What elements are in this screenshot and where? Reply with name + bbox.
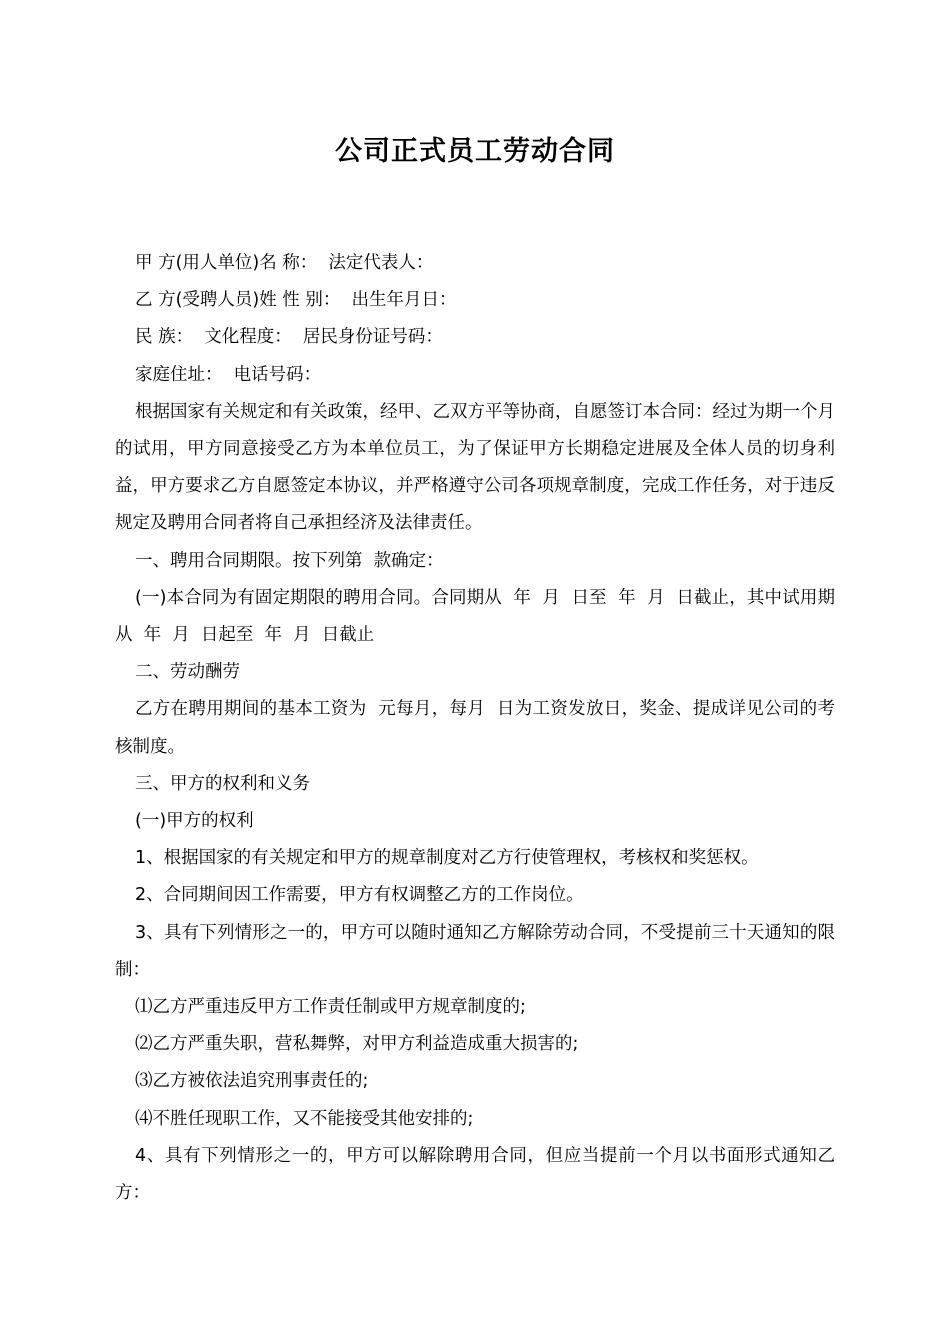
section-1-clause-1: (一)本合同为有固定期限的聘用合同。合同期从 年 月 日至 年 月 日截止，其中试用期从 年 月 日起至 年 月 日截止 <box>115 587 835 646</box>
rights-item-3: 3、具有下列情形之一的，甲方可以随时通知乙方解除劳动合同，不受提前三十天通知的限制： <box>115 922 835 980</box>
document-body <box>115 245 835 1212</box>
section-3-subheading-rights: (一)甲方的权利 <box>135 811 254 832</box>
preamble-paragraph: 根据国家有关规定和有关政策，经甲、乙双方平等协商，自愿签订本合同：经过为期一个月的试用，甲方同意接受乙方为本单位员工，为了保证甲方长期稳定进展及全体人员的切身利益，甲方要求乙方自愿签定本协议，并严格遵守公司各项规章制度，完成工作任务，对于违反规定及聘用合同者将自己承担经济及法律责任。 <box>115 401 835 534</box>
rights-item-3-sub-3: ⑶乙方被依法追究刑事责任的; <box>135 1071 369 1092</box>
section-2-heading: 二、劳动酬劳 <box>135 662 240 683</box>
rights-item-3-sub-4: ⑷不胜任现职工作，又不能接受其他安排的; <box>135 1108 474 1129</box>
section-3-heading: 三、甲方的权利和义务 <box>135 773 310 794</box>
rights-item-3-sub-2: ⑵乙方严重失职，营私舞弊，对甲方利益造成重大损害的; <box>135 1034 579 1055</box>
party-b-ethnicity-education: 民 族： 文化程度： 居民身份证号码： <box>135 327 443 348</box>
section-1-heading: 一、聘用合同期限。按下列第 款确定： <box>135 550 444 571</box>
party-b-address-phone: 家庭住址： 电话号码： <box>135 364 322 385</box>
party-a-info: 甲 方(用人单位)名 称： 法定代表人： <box>135 253 434 273</box>
rights-item-3-sub-1: ⑴乙方严重违反甲方工作责任制或甲方规章制度的; <box>135 997 526 1018</box>
rights-item-2: 2、合同期间因工作需要，甲方有权调整乙方的工作岗位。 <box>135 885 584 906</box>
rights-item-1: 1、根据国家的有关规定和甲方的规章制度对乙方行使管理权，考核权和奖惩权。 <box>135 848 759 869</box>
section-2-salary: 乙方在聘用期间的基本工资为 元每月，每月 日为工资发放日，奖金、提成详见公司的考核制度。 <box>115 699 835 757</box>
document-title: 公司正式员工劳动合同 <box>335 136 615 167</box>
rights-item-4: 4、具有下列情形之一的，甲方可以解除聘用合同，但应当提前一个月以书面形式通知乙方： <box>115 1145 835 1204</box>
party-b-info: 乙 方(受聘人员)姓 性 别： 出生年月日： <box>135 290 457 311</box>
